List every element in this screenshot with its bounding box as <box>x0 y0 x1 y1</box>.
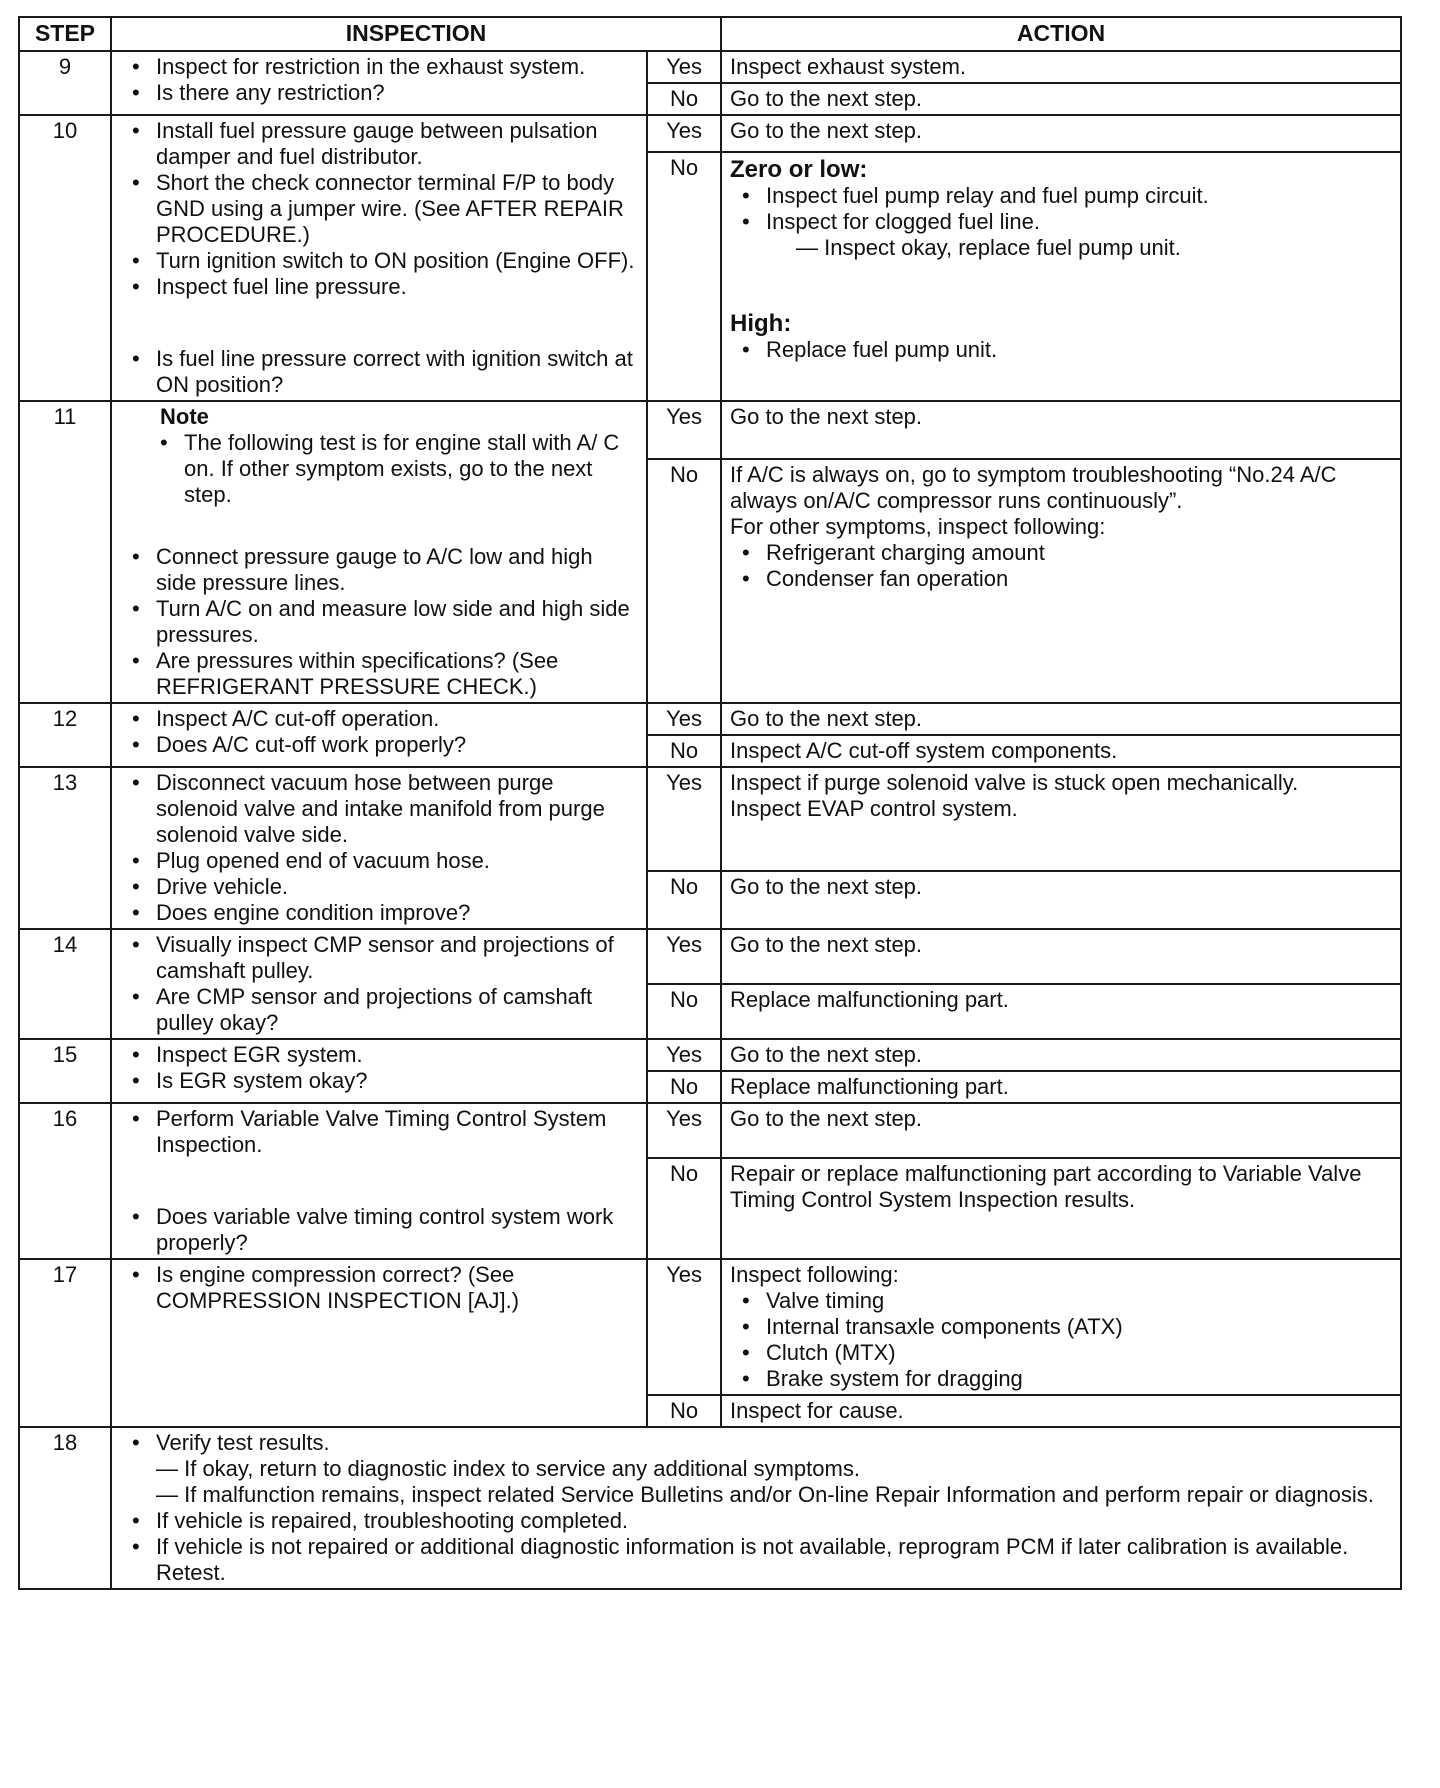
yes-action: Go to the next step. <box>721 1103 1401 1158</box>
result-item: • If vehicle is not repaired or additional diagnostic information is not available, reprogram PCM if later calibration is available. Retest. <box>120 1534 1392 1586</box>
troubleshooting-table <box>18 16 1402 1590</box>
inspection-item: • Is engine compression correct? (See COMPRESSION INSPECTION [AJ].) <box>120 1262 638 1314</box>
no-action: Inspect for cause. <box>721 1395 1401 1427</box>
inspection-item: • Inspect A/C cut-off operation. <box>120 706 638 732</box>
action-item: • Replace fuel pump unit. <box>730 337 1392 363</box>
step-number: 10 <box>19 115 111 401</box>
action-item: • Valve timing <box>730 1288 1392 1314</box>
inspection-cell <box>111 115 647 401</box>
no-action <box>721 459 1401 703</box>
no-label: No <box>647 1395 721 1427</box>
no-label: No <box>647 459 721 703</box>
no-action <box>721 152 1401 401</box>
step-11-yes-row <box>19 401 1401 459</box>
inspection-cell <box>111 401 647 703</box>
step-18-row <box>19 1427 1401 1589</box>
yes-label: Yes <box>647 115 721 152</box>
inspection-item: • Is fuel line pressure correct with ignition switch at ON position? <box>120 346 638 398</box>
step-10-yes-row <box>19 115 1401 152</box>
action-text: Inspect if purge solenoid valve is stuck open mechanically. <box>730 770 1299 795</box>
inspection-cell <box>111 1427 1401 1589</box>
note-item: • The following test is for engine stall with A/ C on. If other symptom exists, go to the next step. <box>148 430 638 508</box>
no-label: No <box>647 871 721 929</box>
inspection-cell <box>111 703 647 767</box>
action-text: If A/C is always on, go to symptom troubleshooting “No.24 A/C always on/A/C compressor runs continuously”. <box>730 461 1337 513</box>
inspection-item: • Connect pressure gauge to A/C low and high side pressure lines. <box>120 544 638 596</box>
inspection-item: • Does A/C cut-off work properly? <box>120 732 638 758</box>
inspection-cell <box>111 1259 647 1427</box>
step-number: 13 <box>19 767 111 929</box>
no-action: Inspect A/C cut-off system components. <box>721 735 1401 767</box>
heading-high: High: <box>730 310 792 338</box>
inspection-item: • Is EGR system okay? <box>120 1068 638 1094</box>
note-title: Note <box>160 404 209 429</box>
yes-label: Yes <box>647 1039 721 1071</box>
step-12-yes-row <box>19 703 1401 735</box>
no-label: No <box>647 152 721 401</box>
inspection-item: • Plug opened end of vacuum hose. <box>120 848 638 874</box>
step-14-yes-row <box>19 929 1401 984</box>
yes-action: Go to the next step. <box>721 703 1401 735</box>
header-inspection: INSPECTION <box>111 17 721 51</box>
action-text: Inspect following: <box>730 1262 899 1287</box>
no-action: Go to the next step. <box>721 83 1401 115</box>
inspection-item: • Are pressures within specifications? (See REFRIGERANT PRESSURE CHECK.) <box>120 648 638 700</box>
step-number: 16 <box>19 1103 111 1259</box>
step-number: 15 <box>19 1039 111 1103</box>
heading-zero-or-low: Zero or low: <box>730 156 868 184</box>
no-label: No <box>647 1158 721 1259</box>
yes-action: Go to the next step. <box>721 401 1401 459</box>
result-item: • If vehicle is repaired, troubleshooting completed. <box>120 1508 1392 1534</box>
inspection-item: • Visually inspect CMP sensor and projections of camshaft pulley. <box>120 932 638 984</box>
yes-action: Go to the next step. <box>721 115 1401 152</box>
action-subnote: — Inspect okay, replace fuel pump unit. <box>796 235 1181 261</box>
result-okay: — If okay, return to diagnostic index to service any additional symptoms. <box>156 1456 860 1481</box>
step-17-yes-row <box>19 1259 1401 1395</box>
action-item: • Clutch (MTX) <box>730 1340 1392 1366</box>
inspection-item: • Does engine condition improve? <box>120 900 638 926</box>
no-label: No <box>647 1071 721 1103</box>
inspection-item: • Does variable valve timing control system work properly? <box>120 1204 638 1256</box>
action-item: • Internal transaxle components (ATX) <box>730 1314 1392 1340</box>
yes-action: Go to the next step. <box>721 1039 1401 1071</box>
inspection-cell <box>111 1039 647 1103</box>
yes-label: Yes <box>647 703 721 735</box>
no-action: Replace malfunctioning part. <box>721 984 1401 1039</box>
inspection-item: • Install fuel pressure gauge between pulsation damper and fuel distributor. <box>120 118 638 170</box>
inspection-item: • Short the check connector terminal F/P to body GND using a jumper wire. (See AFTER REPAIR PROCEDURE.) <box>120 170 638 248</box>
header-action: ACTION <box>721 17 1401 51</box>
action-item: • Inspect for clogged fuel line. <box>730 209 1392 235</box>
step-16-yes-row <box>19 1103 1401 1158</box>
inspection-item: • Is there any restriction? <box>120 80 638 106</box>
action-item: • Refrigerant charging amount <box>730 540 1392 566</box>
step-13-yes-row <box>19 767 1401 871</box>
inspection-item: • Disconnect vacuum hose between purge solenoid valve and intake manifold from purge solenoid valve side. <box>120 770 638 848</box>
action-item: • Inspect fuel pump relay and fuel pump circuit. <box>730 183 1392 209</box>
step-15-yes-row <box>19 1039 1401 1071</box>
yes-action: Inspect exhaust system. <box>721 51 1401 83</box>
inspection-cell <box>111 51 647 115</box>
inspection-item: • Verify test results. <box>120 1430 1392 1456</box>
no-action: Repair or replace malfunctioning part according to Variable Valve Timing Control System Inspection results. <box>721 1158 1401 1259</box>
step-number: 18 <box>19 1427 111 1589</box>
step-9-yes-row <box>19 51 1401 83</box>
action-text: Inspect EVAP control system. <box>730 796 1018 821</box>
yes-action <box>721 767 1401 871</box>
yes-label: Yes <box>647 1103 721 1158</box>
inspection-cell <box>111 1103 647 1259</box>
inspection-item: • Turn ignition switch to ON position (Engine OFF). <box>120 248 638 274</box>
inspection-cell <box>111 929 647 1039</box>
inspection-item: • Drive vehicle. <box>120 874 638 900</box>
no-action: Go to the next step. <box>721 871 1401 929</box>
step-number: 17 <box>19 1259 111 1427</box>
inspection-item: • Turn A/C on and measure low side and high side pressures. <box>120 596 638 648</box>
inspection-item: • Inspect fuel line pressure. <box>120 274 638 300</box>
header-step: STEP <box>19 17 111 51</box>
step-number: 9 <box>19 51 111 115</box>
no-label: No <box>647 984 721 1039</box>
yes-label: Yes <box>647 401 721 459</box>
no-action: Replace malfunctioning part. <box>721 1071 1401 1103</box>
yes-label: Yes <box>647 1259 721 1395</box>
step-number: 12 <box>19 703 111 767</box>
no-label: No <box>647 83 721 115</box>
yes-label: Yes <box>647 767 721 871</box>
table-header <box>19 17 1401 51</box>
step-number: 11 <box>19 401 111 703</box>
inspection-item: • Perform Variable Valve Timing Control System Inspection. <box>120 1106 638 1158</box>
no-label: No <box>647 735 721 767</box>
inspection-item: • Inspect EGR system. <box>120 1042 638 1068</box>
inspection-item: • Are CMP sensor and projections of camshaft pulley okay? <box>120 984 638 1036</box>
step-number: 14 <box>19 929 111 1039</box>
inspection-item: • Inspect for restriction in the exhaust system. <box>120 54 638 80</box>
result-malfunction: — If malfunction remains, inspect related Service Bulletins and/or On-line Repair Information and perform repair or diagnosis. <box>156 1482 1374 1507</box>
action-item: • Brake system for dragging <box>730 1366 1392 1392</box>
yes-action: Go to the next step. <box>721 929 1401 984</box>
yes-label: Yes <box>647 929 721 984</box>
yes-action <box>721 1259 1401 1395</box>
yes-label: Yes <box>647 51 721 83</box>
inspection-cell <box>111 767 647 929</box>
action-text: For other symptoms, inspect following: <box>730 513 1106 539</box>
action-item: • Condenser fan operation <box>730 566 1392 592</box>
